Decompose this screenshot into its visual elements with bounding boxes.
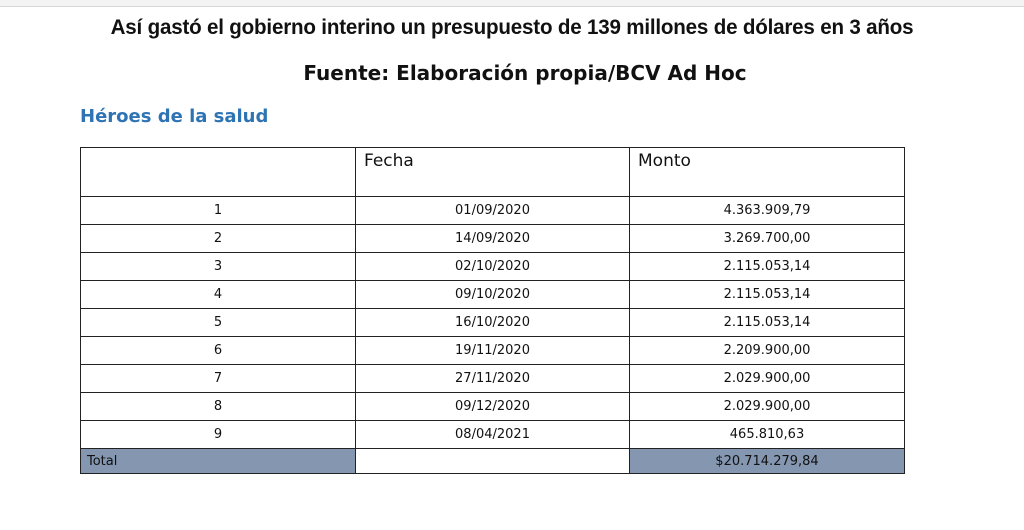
row-fecha: 09/12/2020 xyxy=(356,393,630,421)
table-row xyxy=(81,225,905,253)
table-row xyxy=(81,421,905,449)
row-number: 3 xyxy=(81,253,356,281)
row-number: 8 xyxy=(81,393,356,421)
row-monto: 2.115.053,14 xyxy=(630,281,905,309)
header-fecha: Fecha xyxy=(356,148,630,197)
total-label: Total xyxy=(81,449,356,474)
total-amount: $20.714.279,84 xyxy=(630,449,905,474)
row-monto: 2.029.900,00 xyxy=(630,393,905,421)
row-fecha: 19/11/2020 xyxy=(356,337,630,365)
table-row xyxy=(81,253,905,281)
top-rule xyxy=(0,0,1024,7)
header-index xyxy=(81,148,356,197)
headline: Así gastó el gobierno interino un presupuesto de 139 millones de dólares en 3 años xyxy=(110,16,914,39)
section-title: Héroes de la salud xyxy=(80,106,269,127)
table-row xyxy=(81,281,905,309)
row-fecha: 08/04/2021 xyxy=(356,421,630,449)
source-line: Fuente: Elaboración propia/BCV Ad Hoc xyxy=(303,61,747,85)
total-fecha xyxy=(356,449,630,474)
table-header-row xyxy=(81,148,905,197)
row-monto: 4.363.909,79 xyxy=(630,197,905,225)
row-monto: 2.209.900,00 xyxy=(630,337,905,365)
row-fecha: 02/10/2020 xyxy=(356,253,630,281)
row-fecha: 09/10/2020 xyxy=(356,281,630,309)
row-fecha: 16/10/2020 xyxy=(356,309,630,337)
table-row xyxy=(81,337,905,365)
row-fecha: 27/11/2020 xyxy=(356,365,630,393)
row-number: 2 xyxy=(81,225,356,253)
row-monto: 2.029.900,00 xyxy=(630,365,905,393)
table-row xyxy=(81,365,905,393)
row-number: 7 xyxy=(81,365,356,393)
total-row xyxy=(81,449,905,474)
row-number: 1 xyxy=(81,197,356,225)
row-monto: 465.810,63 xyxy=(630,421,905,449)
table-row xyxy=(81,393,905,421)
row-number: 4 xyxy=(81,281,356,309)
row-number: 9 xyxy=(81,421,356,449)
payments-table xyxy=(80,147,905,474)
row-fecha: 01/09/2020 xyxy=(356,197,630,225)
row-monto: 2.115.053,14 xyxy=(630,309,905,337)
row-number: 6 xyxy=(81,337,356,365)
header-monto: Monto xyxy=(630,148,905,197)
row-number: 5 xyxy=(81,309,356,337)
table-row xyxy=(81,309,905,337)
table-row xyxy=(81,197,905,225)
row-monto: 3.269.700,00 xyxy=(630,225,905,253)
row-fecha: 14/09/2020 xyxy=(356,225,630,253)
row-monto: 2.115.053,14 xyxy=(630,253,905,281)
